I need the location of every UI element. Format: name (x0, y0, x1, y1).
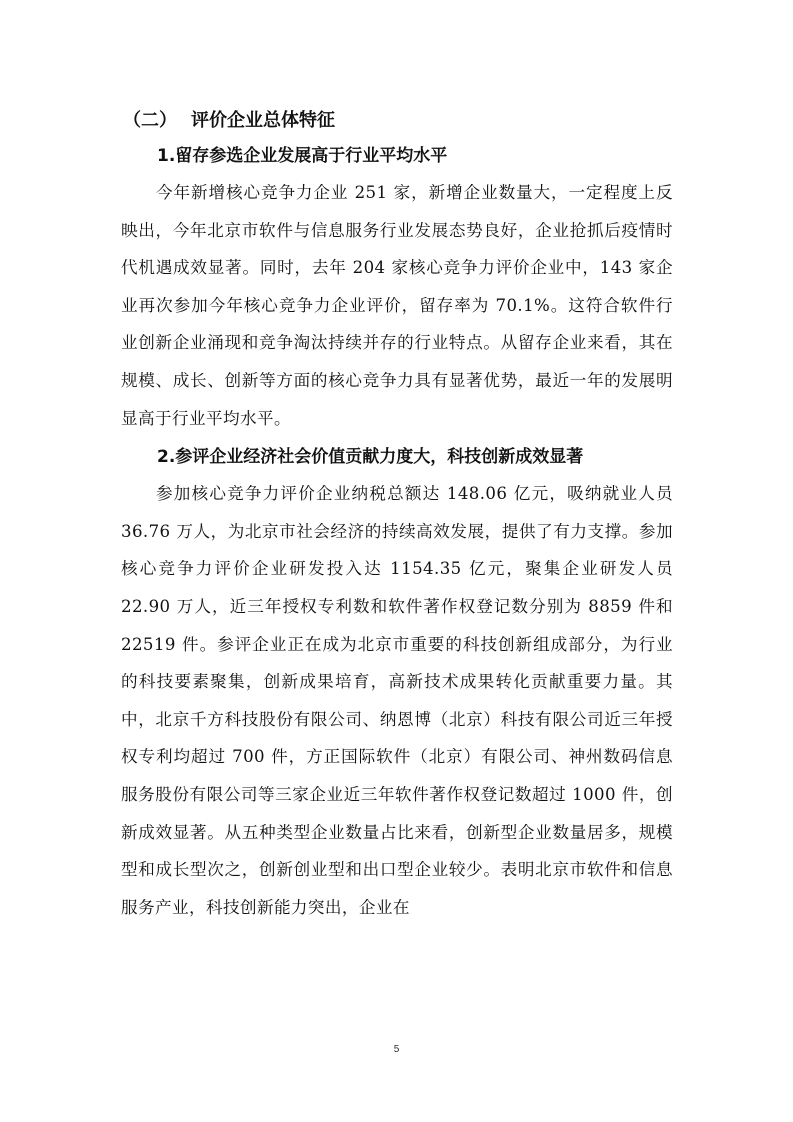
subsection-heading-1: 1.留存参选企业发展高于行业平均水平 (157, 146, 448, 166)
paragraph-2: 参加核心竞争力评价企业纳税总额达 148.06 亿元，吸纳就业人员 36.76 万人，为北京市社会经济的持续高效发展，提供了有力支撑。参加核心竞争力评价企业研发投入达 1154.35 亿元，聚集企业研发人员 22.90 万人，近三年授权专利数和软件著作权登记数分别为 8859 件和 22519 件。参评企业正在成为北京市重要的科技创新组成部分，为行业的科技要素聚集，创新成果培育，高新技术成果转化贡献重要力量。其中，北京千方科技股份有限公司、纳恩博（北京）科技有限公司近三年授权专利均超过 700 件，方正国际软件（北京）有限公司、神州数码信息服务股份有限公司等三家企业近三年软件著作权登记数超过 1000 件，创新成效显著。从五种类型企业数量占比来看，创新型企业数量居多，规模型和成长型次之，创新创业型和出口型企业较少。表明北京市软件和信息服务产业，科技创新能力突出，企业在 (121, 484, 673, 917)
section-heading (121, 104, 673, 138)
subsection-heading-2: 2.参评企业经济社会价值贡献力度大，科技创新成效显著 (157, 447, 584, 468)
section-title: 评价企业总体特征 (191, 110, 335, 131)
paragraph-1: 今年新增核心竞争力企业 251 家，新增企业数量大，一定程度上反映出，今年北京市软件与信息服务行业发展态势良好，企业抢抓后疫情时代机遇成效显著。同时，去年 204 家核心竞争力评价企业中，143 家企业再次参加今年核心竞争力企业评价，留存率为 70.1%。这符合软件行业创新企业涌现和竞争淘汰持续并存的行业特点。从留存企业来看，其在规模、成长、创新等方面的核心竞争力具有显著优势，最近一年的发展明显高于行业平均水平。 (121, 183, 673, 428)
page-content (121, 104, 673, 926)
section-number: （二） (123, 110, 177, 131)
page-number: 5 (393, 1044, 400, 1055)
